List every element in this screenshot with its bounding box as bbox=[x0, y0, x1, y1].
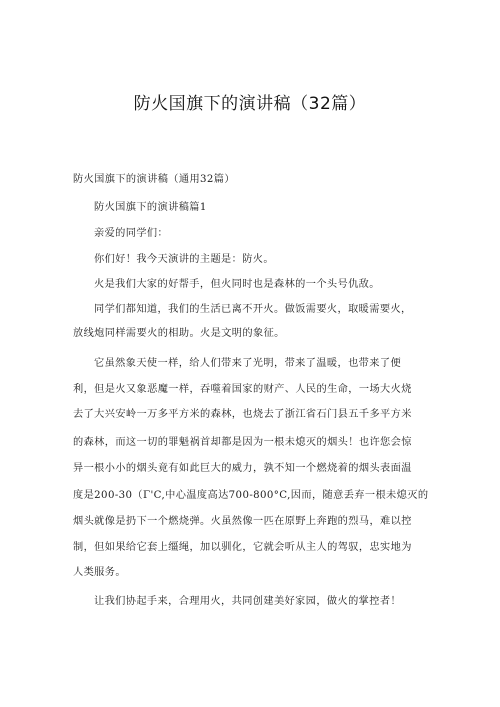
document-title: 防火国旗下的演讲稿（32篇） bbox=[133, 94, 367, 114]
paragraph-line: 制，但如果给它套上缰绳，加以驯化，它就会听从主人的驾驭，忠实地为 bbox=[73, 542, 412, 553]
paragraph-line: 人类服务。 bbox=[73, 567, 126, 578]
paragraph-line: 的森林，而这一切的罪魁祸首却都是因为一根未熄灭的烟头！也许您会惊 bbox=[73, 437, 412, 448]
section-subheading: 防火国旗下的演讲稿篇1 bbox=[94, 202, 207, 213]
paragraph-line: 度是200-30（Γ'C,中心温度高达700-800°C,因而，随意丢弃一根未熄灭的 bbox=[73, 490, 429, 501]
salutation: 亲爱的同学们： bbox=[94, 228, 169, 239]
paragraph-closing: 让我们协起手来，合理用火，共同创建美好家园，做火的掌控者！ bbox=[94, 596, 402, 607]
paragraph-line: 放线炮同样需要火的相助。火是文明的象征。 bbox=[73, 328, 285, 339]
paragraph-line: 去了大兴安岭一万多平方米的森林，也烧去了浙江省石门县五千多平方米 bbox=[73, 409, 412, 420]
paragraph-line: 异一根小小的烟头竟有如此巨大的威力，孰不知一个燃烧着的烟头表面温 bbox=[73, 463, 412, 474]
paragraph-line: 利，但是火又象恶魔一样，吞噬着国家的财产、人民的生命，一场大火烧 bbox=[73, 384, 412, 395]
paragraph-greeting: 你们好！我今天演讲的主题是：防火。 bbox=[94, 254, 274, 265]
document-heading: 防火国旗下的演讲稿（通用32篇） bbox=[73, 174, 235, 185]
paragraph-line: 同学们都知道，我们的生活已离不开火。做饭需要火，取暖需要火， bbox=[94, 304, 412, 315]
paragraph-fire-helper: 火是我们大家的好帮手，但火同时也是森林的一个头号仇敌。 bbox=[94, 279, 380, 290]
paragraph-line: 它虽然象天使一样，给人们带来了光明，带来了温暖，也带来了便 bbox=[94, 358, 402, 369]
paragraph-line: 烟头就像是扔下一个燃烧弹。火虽然像一匹在原野上奔跑的烈马，难以控 bbox=[73, 516, 412, 527]
